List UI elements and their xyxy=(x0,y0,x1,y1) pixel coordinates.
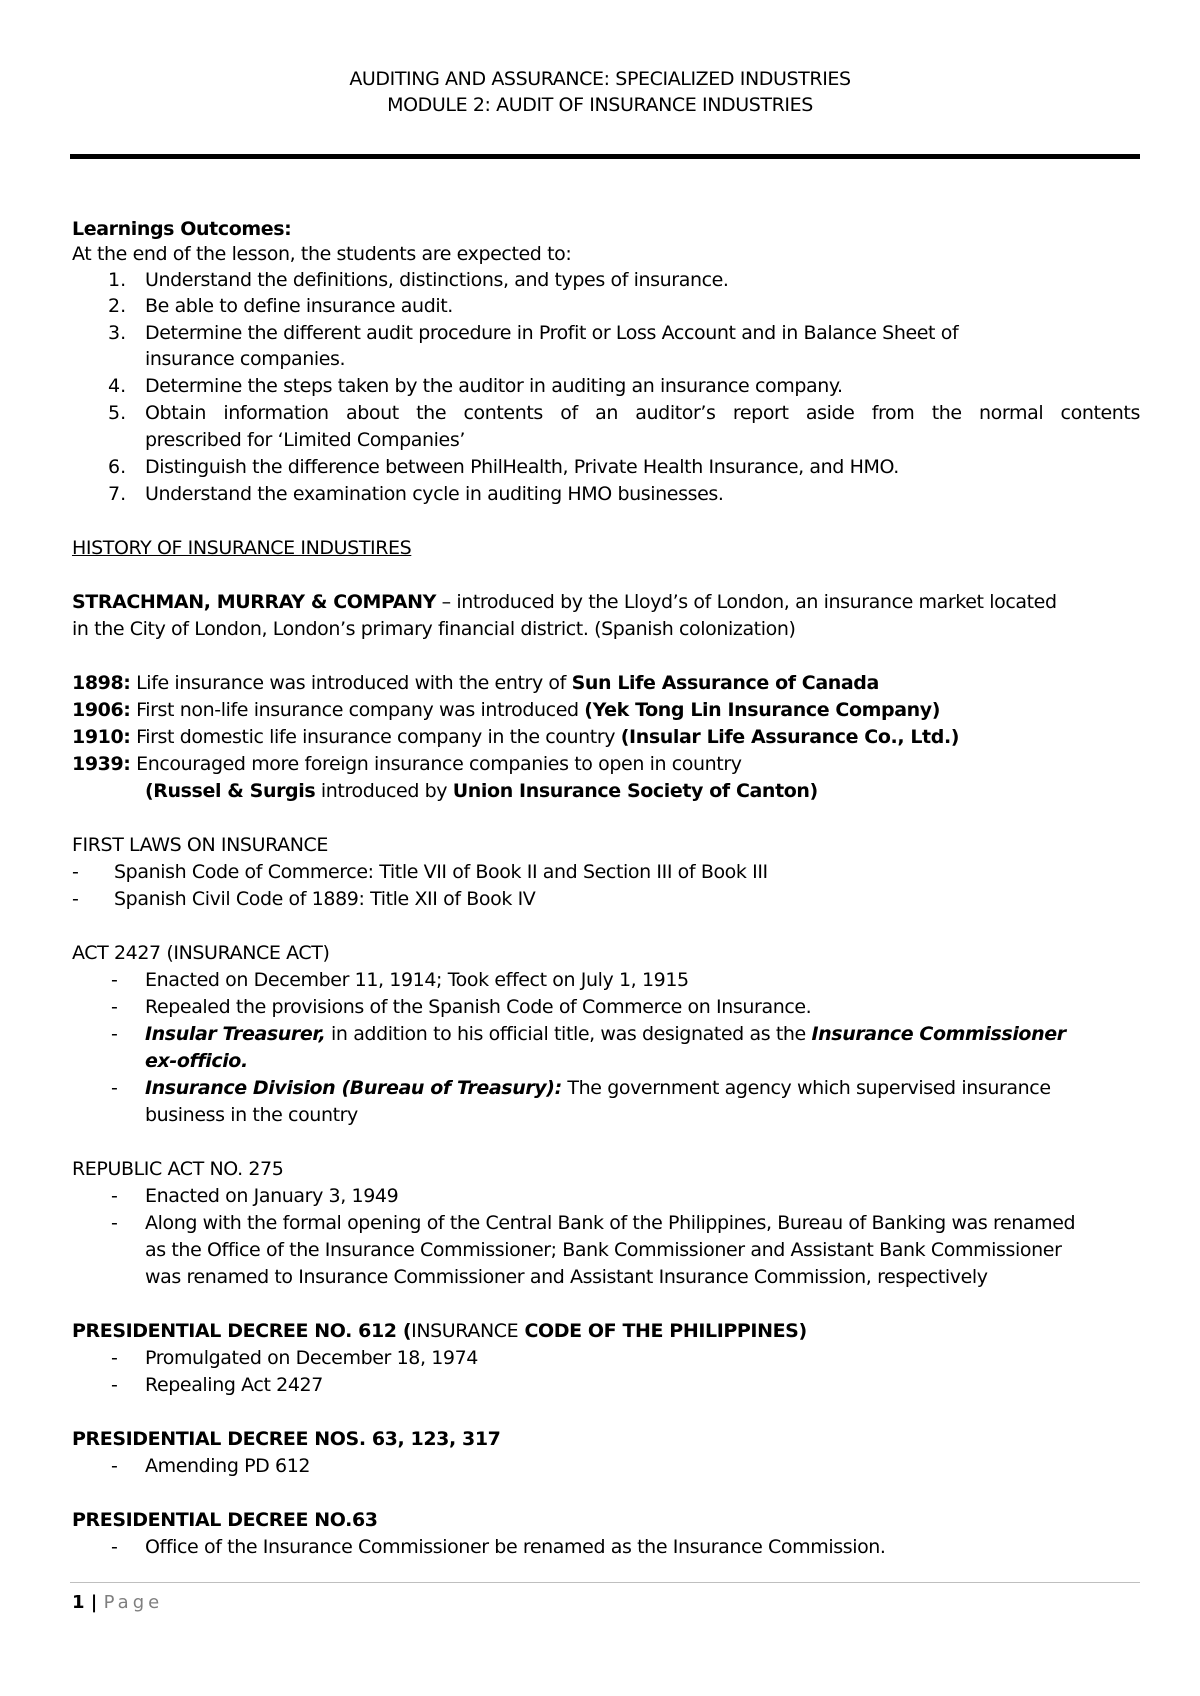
first-laws-heading: FIRST LAWS ON INSURANCE xyxy=(72,834,329,856)
timeline-year: 1939: xyxy=(72,753,131,775)
emphasis: Insurance Commissioner xyxy=(811,1023,1066,1045)
pd612-heading xyxy=(72,1319,1140,1343)
bullet-dash: - xyxy=(111,969,118,991)
page-number: 1 xyxy=(72,1592,85,1613)
timeline-company: (Yek Tong Lin Insurance Company) xyxy=(584,699,941,721)
ra275-item-continued: was renamed to Insurance Commissioner and Assistant Insurance Commission, respectively xyxy=(145,1266,988,1288)
act2427-item-continued: ex-officio. xyxy=(145,1050,248,1072)
ra275-item: Enacted on January 3, 1949 xyxy=(145,1185,399,1207)
outcome-item: Be able to define insurance audit. xyxy=(145,295,453,317)
bullet-dash: - xyxy=(72,861,79,883)
strachman-name: STRACHMAN, MURRAY & COMPANY xyxy=(72,591,436,613)
ra275-heading: REPUBLIC ACT NO. 275 xyxy=(72,1158,284,1180)
timeline-company: (Russel & Surgis xyxy=(145,780,316,802)
outcome-item: Distinguish the difference between PhilHealth, Private Health Insurance, and HMO. xyxy=(145,456,899,478)
timeline-company: (Insular Life Assurance Co., Ltd.) xyxy=(620,726,960,748)
timeline-company: Sun Life Assurance of Canada xyxy=(571,672,879,694)
bullet-dash: - xyxy=(111,1023,118,1045)
footer-rule xyxy=(70,1582,1140,1583)
pd612-heading-part: CODE OF THE PHILIPPINES) xyxy=(518,1320,807,1342)
bullet-dash: - xyxy=(111,1374,118,1396)
act2427-item: Enacted on December 11, 1914; Took effect on July 1, 1915 xyxy=(145,969,689,991)
pd612-heading-part: INSURANCE xyxy=(411,1320,519,1342)
outcome-number: 2. xyxy=(108,295,127,317)
timeline-year: 1906: xyxy=(72,699,131,721)
outcome-item: Obtain information about the contents of an auditor’s report aside from the normal contents xyxy=(145,402,1140,424)
bullet-dash: - xyxy=(111,1185,118,1207)
emphasis: Insurance Division (Bureau of Treasury): xyxy=(145,1077,562,1099)
ra275-item: Along with the formal opening of the Central Bank of the Philippines, Bureau of Banking was renamed xyxy=(145,1212,1076,1234)
bullet-dash: - xyxy=(111,1536,118,1558)
bullet-dash: - xyxy=(111,1455,118,1477)
bullet-dash: - xyxy=(72,888,79,910)
timeline-year: 1910: xyxy=(72,726,131,748)
timeline-1939 xyxy=(72,752,1140,776)
timeline-text: First non-life insurance company was introduced xyxy=(130,699,585,721)
pd612-item: Promulgated on December 18, 1974 xyxy=(145,1347,478,1369)
outcomes-heading: Learnings Outcomes: xyxy=(72,218,292,240)
pd-amendments-heading: PRESIDENTIAL DECREE NOS. 63, 123, 317 xyxy=(72,1428,501,1450)
outcome-item: Understand the examination cycle in auditing HMO businesses. xyxy=(145,483,724,505)
strachman-paragraph-continued: in the City of London, London’s primary financial district. (Spanish colonization) xyxy=(72,618,796,640)
timeline-text: First domestic life insurance company in the country xyxy=(130,726,621,748)
outcome-item-continued: prescribed for ‘Limited Companies’ xyxy=(145,429,465,451)
outcome-number: 5. xyxy=(108,402,127,424)
bullet-dash: - xyxy=(111,996,118,1018)
strachman-paragraph xyxy=(72,590,1140,614)
pd63-item: Office of the Insurance Commissioner be renamed as the Insurance Commission. xyxy=(145,1536,886,1558)
timeline-text: Encouraged more foreign insurance companies to open in country xyxy=(130,753,742,775)
header-rule xyxy=(70,154,1140,159)
timeline-text: Life insurance was introduced with the entry of xyxy=(130,672,572,694)
footer-separator: | xyxy=(84,1592,104,1613)
timeline-1939-continued xyxy=(145,779,1200,803)
pd63-heading: PRESIDENTIAL DECREE NO.63 xyxy=(72,1509,378,1531)
outcome-number: 6. xyxy=(108,456,127,478)
outcome-item: Understand the definitions, distinctions, and types of insurance. xyxy=(145,269,729,291)
emphasis: Insular Treasurer, xyxy=(145,1023,326,1045)
act2427-item-continued: business in the country xyxy=(145,1104,358,1126)
outcome-number: 1. xyxy=(108,269,127,291)
timeline-1910 xyxy=(72,725,1140,749)
bullet-dash: - xyxy=(111,1347,118,1369)
timeline-1906 xyxy=(72,698,1140,722)
ra275-item-continued: as the Office of the Insurance Commissioner; Bank Commissioner and Assistant Bank Commissioner xyxy=(145,1239,1062,1261)
first-law-item: Spanish Civil Code of 1889: Title XII of Book IV xyxy=(114,888,536,910)
bullet-dash: - xyxy=(111,1077,118,1099)
first-law-item: Spanish Code of Commerce: Title VII of Book II and Section III of Book III xyxy=(114,861,768,883)
outcome-item: Determine the steps taken by the auditor in auditing an insurance company. xyxy=(145,375,843,397)
outcome-item: Determine the different audit procedure in Profit or Loss Account and in Balance Sheet of xyxy=(145,322,959,344)
outcome-number: 3. xyxy=(108,322,127,344)
act2427-item xyxy=(145,1076,1140,1100)
act2427-item xyxy=(145,1022,1140,1046)
act2427-item: Repealed the provisions of the Spanish Code of Commerce on Insurance. xyxy=(145,996,812,1018)
outcome-number: 4. xyxy=(108,375,127,397)
strachman-text: – introduced by the Lloyd’s of London, an insurance market located xyxy=(435,591,1057,613)
timeline-company: Union Insurance Society of Canton) xyxy=(452,780,818,802)
outcome-number: 7. xyxy=(108,483,127,505)
act2427-item-text: in addition to his official title, was designated as the xyxy=(325,1023,812,1045)
act2427-heading: ACT 2427 (INSURANCE ACT) xyxy=(72,942,330,964)
act2427-item-text: The government agency which supervised insurance xyxy=(561,1077,1051,1099)
pd612-item: Repealing Act 2427 xyxy=(145,1374,323,1396)
outcomes-intro: At the end of the lesson, the students are expected to: xyxy=(72,243,572,265)
pd-amendments-item: Amending PD 612 xyxy=(145,1455,311,1477)
page-footer xyxy=(72,1592,163,1613)
timeline-1898 xyxy=(72,671,1140,695)
module-title: MODULE 2: AUDIT OF INSURANCE INDUSTRIES xyxy=(387,94,813,116)
outcome-item-continued: insurance companies. xyxy=(145,348,346,370)
timeline-text: introduced by xyxy=(315,780,453,802)
course-title: AUDITING AND ASSURANCE: SPECIALIZED INDUSTRIES xyxy=(349,68,851,90)
bullet-dash: - xyxy=(111,1212,118,1234)
history-heading: HISTORY OF INSURANCE INDUSTIRES xyxy=(72,537,412,559)
pd612-heading-part: PRESIDENTIAL DECREE NO. 612 ( xyxy=(72,1320,412,1342)
page-label: Page xyxy=(103,1592,164,1613)
timeline-year: 1898: xyxy=(72,672,131,694)
